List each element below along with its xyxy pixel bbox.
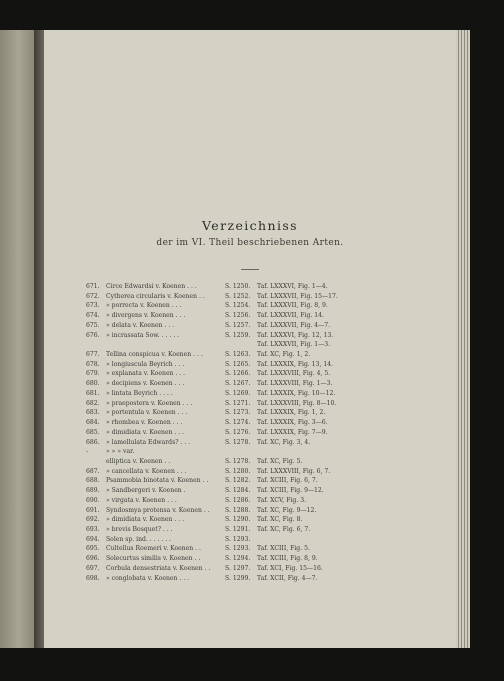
page-reference: S. 1290. <box>225 516 251 524</box>
plate-reference: Taf. LXXXVII, Fig. 1—3. <box>257 341 331 349</box>
page-reference: S. 1266. <box>225 370 251 378</box>
entry-number: 676. <box>86 331 100 339</box>
page-reference: S. 1291. <box>225 525 251 533</box>
page-reference: S. 1280. <box>225 467 251 475</box>
index-entry <box>44 418 456 428</box>
entry-number: 683. <box>86 409 100 417</box>
index-entry <box>44 379 456 389</box>
plate-reference: Taf. XCIII, Fig. 9—12. <box>257 487 324 495</box>
plate-reference: Taf. LXXXVII, Fig. 15—17. <box>257 292 338 300</box>
entry-number: 672. <box>86 292 100 300</box>
species-name: Tellina conspicua v. Koenen . . . <box>106 351 203 359</box>
page-reference: S. 1286. <box>225 496 251 504</box>
plate-reference: Taf. XC, Fig. 9—12. <box>257 506 317 514</box>
entry-number: 685. <box>86 428 100 436</box>
species-name: » » » var. <box>106 448 135 456</box>
species-name: » virgata v. Koenen . . . <box>106 496 177 504</box>
book-page <box>44 30 456 648</box>
species-name: » Sandbergeri v. Koenen . <box>106 487 186 495</box>
species-name: » porrecta v. Koenen . . . <box>106 302 182 310</box>
plate-reference: Taf. LXXXIX, Fig. 13, 14. <box>257 360 334 368</box>
index-entry <box>44 525 456 535</box>
page-reference: S. 1299. <box>225 574 251 582</box>
index-entry <box>44 447 456 457</box>
plate-reference: Taf. LXXXIX, Fig. 1, 2. <box>257 409 326 417</box>
index-entry <box>44 554 456 564</box>
page-reference: S. 1278. <box>225 438 251 446</box>
plate-reference: Taf. XC, Fig. 3, 4. <box>257 438 311 446</box>
species-name: » praeposterа v. Koenen . . . <box>106 399 193 407</box>
entry-number: - <box>86 448 89 456</box>
index-entry <box>44 369 456 379</box>
index-entry <box>44 311 456 321</box>
plate-reference: Taf. LXXXIX, Fig. 10—12. <box>257 389 336 397</box>
species-name: » rhombea v. Koenen . . . <box>106 419 183 427</box>
index-entry <box>44 340 456 350</box>
entry-number: 678. <box>86 360 100 368</box>
index-entry <box>44 360 456 370</box>
plate-reference: Taf. XC, Fig. 1, 2. <box>257 351 311 359</box>
page-reference: S. 1282. <box>225 477 251 485</box>
page-reference: S. 1250. <box>225 283 251 290</box>
entry-number: 689. <box>86 487 100 495</box>
species-name: » portentula v. Koenen . . . <box>106 409 188 417</box>
plate-reference: Taf. XCIII, Fig. 5. <box>257 545 310 553</box>
plate-reference: Taf. XCV, Fig. 3. <box>257 496 307 504</box>
species-name: Corbula densestriata v. Koenen . . <box>106 564 211 572</box>
page-reference: S. 1276. <box>225 428 251 436</box>
species-index-list <box>44 282 456 583</box>
index-entry <box>44 408 456 418</box>
species-name: » cancellata v. Koenen . . . <box>106 467 187 475</box>
entry-number: 680. <box>86 380 100 388</box>
page-reference: S. 1263. <box>225 351 251 359</box>
index-entry <box>44 486 456 496</box>
page-stack-edge <box>456 30 470 648</box>
entry-number: 697. <box>86 564 100 572</box>
plate-reference: Taf. LXXXVIII, Fig. 6, 7. <box>257 467 331 475</box>
entry-number: 686. <box>86 438 100 446</box>
plate-reference: Taf. XC, Fig. 5. <box>257 457 303 465</box>
page-reference: S. 1274. <box>225 419 251 427</box>
page-reference: S. 1297. <box>225 564 251 572</box>
page-reference: S. 1278. <box>225 457 251 465</box>
species-name: Cytherea circularis v. Koenen . . <box>106 292 205 300</box>
index-entry <box>44 535 456 545</box>
species-name: » lamellulata Edwards? . . . <box>106 438 191 446</box>
page-reference: S. 1259. <box>225 331 251 339</box>
plate-reference: Taf. LXXXVII, Fig. 4—7. <box>257 321 331 329</box>
page-reference: S. 1257. <box>225 321 251 329</box>
left-page-edge <box>0 30 34 648</box>
entry-number: 690. <box>86 496 100 504</box>
book-gutter <box>34 30 44 648</box>
index-entry <box>44 506 456 516</box>
index-entry <box>44 574 456 584</box>
species-name: » lintata Beyrich . . . . <box>106 389 173 397</box>
species-name: » divergens v. Koenen . . . <box>106 312 186 320</box>
index-entry <box>44 457 456 467</box>
entry-number: 696. <box>86 555 100 563</box>
entry-number: 679. <box>86 370 100 378</box>
species-name: Syndosmya protensa v. Koenen . . <box>106 506 210 514</box>
plate-reference: Taf. LXXXVII, Fig. 8, 9. <box>257 302 328 310</box>
index-entry <box>44 389 456 399</box>
page-reference: S. 1294. <box>225 555 251 563</box>
entry-number: 684. <box>86 419 100 427</box>
plate-reference: Taf. LXXXIX, Fig. 7—9. <box>257 428 328 436</box>
page-reference: S. 1269. <box>225 389 251 397</box>
entry-number: 671. <box>86 283 100 290</box>
index-entry <box>44 350 456 360</box>
species-name: » conglobata v. Koenen . . . <box>106 574 190 582</box>
plate-reference: Taf. LXXXVII, Fig. 14. <box>257 312 324 320</box>
index-entry <box>44 321 456 331</box>
entry-number: 675. <box>86 321 100 329</box>
species-name: Solecurtus similis v. Koenen . . <box>106 555 201 563</box>
index-entry <box>44 564 456 574</box>
species-name: » decipiens v. Koenen . . . <box>106 380 185 388</box>
species-name: » incrassata Sow. . . . . . <box>106 331 180 339</box>
plate-reference: Taf. XC, Fig. 6, 7. <box>257 525 311 533</box>
entry-number: 694. <box>86 535 100 543</box>
page-reference: S. 1267. <box>225 380 251 388</box>
index-entry <box>44 282 456 292</box>
entry-number: 692. <box>86 516 100 524</box>
page-reference: S. 1293. <box>225 535 251 543</box>
plate-reference: Taf. XCI, Fig. 15—16. <box>257 564 323 572</box>
page-subtitle: der im VI. Theil beschriebenen Arten. <box>156 238 344 248</box>
index-entry <box>44 399 456 409</box>
index-entry <box>44 467 456 477</box>
index-entry <box>44 331 456 341</box>
entry-number: 698. <box>86 574 100 582</box>
plate-reference: Taf. XC, Fig. 8. <box>257 516 303 524</box>
index-entry <box>44 292 456 302</box>
plate-reference: Taf. LXXXVIII, Fig. 4, 5. <box>257 370 331 378</box>
entry-number: 687. <box>86 467 100 475</box>
species-name: » explanata v. Koenen . . . <box>106 370 186 378</box>
entry-number: 691. <box>86 506 100 514</box>
index-entry <box>44 428 456 438</box>
entry-number: 677. <box>86 351 100 359</box>
entry-number: 681. <box>86 389 100 397</box>
entry-number: 674. <box>86 312 100 320</box>
page-reference: S. 1293. <box>225 545 251 553</box>
species-name: » longiuscula Beyrich . . . <box>106 360 185 368</box>
species-name: » delata v. Koenen . . . <box>106 321 175 329</box>
species-name: » dimidiata v. Koenen . . . <box>106 516 185 524</box>
page-reference: S. 1265. <box>225 360 251 368</box>
index-entry <box>44 515 456 525</box>
page-title: Verzeichniss <box>202 218 298 233</box>
species-name: elliptica v. Koenen . . <box>106 457 171 465</box>
entry-number: 673. <box>86 302 100 310</box>
plate-reference: Taf. LXXXVIII, Fig. 8—10. <box>257 399 337 407</box>
entry-number: 695. <box>86 545 100 553</box>
plate-reference: Taf. LXXXIX, Fig. 3—6. <box>257 419 328 427</box>
species-name: Cultellus Roemeri v. Koenen . . <box>106 545 201 553</box>
plate-reference: Taf. XCIII, Fig. 6, 7. <box>257 477 318 485</box>
species-name: Circe Edwardsi v. Koenen . . . <box>106 283 197 290</box>
index-entry <box>44 301 456 311</box>
species-name: » brevis Bosquet? . . . <box>106 525 173 533</box>
page-reference: S. 1288. <box>225 506 251 514</box>
species-name: Solen sp. ind. . . . . . . <box>106 535 172 543</box>
plate-reference: Taf. LXXXVI, Fig. 1—4. <box>257 283 328 290</box>
page-reference: S. 1252. <box>225 292 251 300</box>
index-entry <box>44 544 456 554</box>
index-entry <box>44 476 456 486</box>
plate-reference: Taf. XCII, Fig. 4—7. <box>257 574 318 582</box>
index-entry <box>44 438 456 448</box>
entry-number: 688. <box>86 477 100 485</box>
species-name: Psammobia binotata v. Koenen . . <box>106 477 209 485</box>
entry-number: 682. <box>86 399 100 407</box>
page-reference: S. 1284. <box>225 487 251 495</box>
species-name: » dimidiata v. Koenen . . . <box>106 428 185 436</box>
plate-reference: Taf. XCIII, Fig. 8, 9. <box>257 555 318 563</box>
index-entry <box>44 496 456 506</box>
plate-reference: Taf. LXXXVI, Fig. 12, 13. <box>257 331 334 339</box>
title-divider <box>241 269 259 270</box>
page-reference: S. 1273. <box>225 409 251 417</box>
entry-number: 693. <box>86 525 100 533</box>
page-reference: S. 1256. <box>225 312 251 320</box>
plate-reference: Taf. LXXXVIII, Fig. 1—3. <box>257 380 333 388</box>
page-reference: S. 1271. <box>225 399 251 407</box>
page-reference: S. 1254. <box>225 302 251 310</box>
